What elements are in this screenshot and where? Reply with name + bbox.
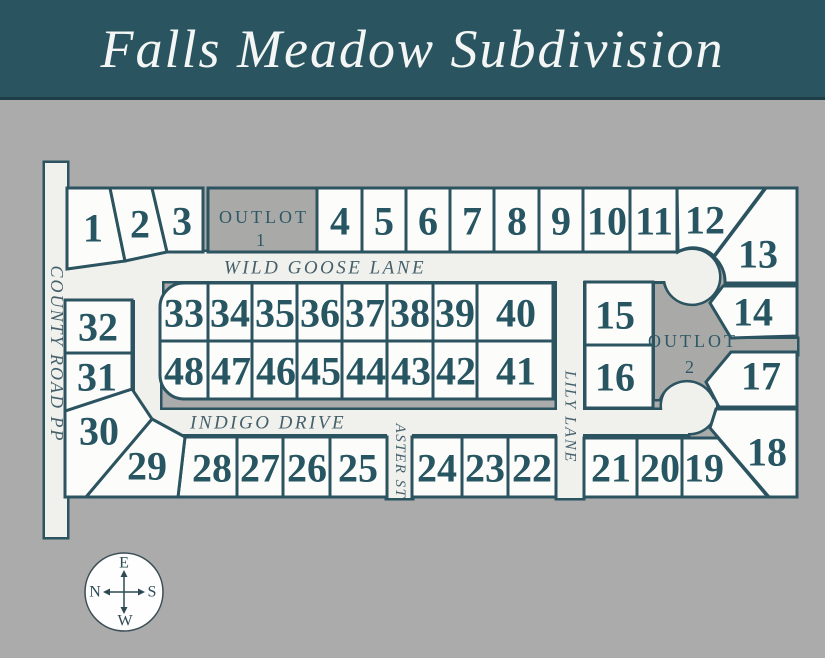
- lot-number: 1: [83, 205, 103, 251]
- outlot-2-number: 2: [685, 357, 697, 377]
- lot-number: 28: [192, 445, 232, 491]
- title-banner: [0, 0, 825, 100]
- lot-number: 15: [595, 292, 635, 338]
- lot-number: 38: [390, 290, 430, 336]
- lot-number: 32: [78, 304, 118, 350]
- lot-number: 27: [240, 445, 280, 491]
- lot-number: 3: [172, 198, 192, 244]
- compass-letter-bottom: W: [117, 612, 133, 630]
- lot-number: 16: [595, 354, 635, 400]
- lot-number: 23: [465, 445, 505, 491]
- lot-number: 29: [127, 443, 167, 489]
- lot-number: 24: [417, 445, 457, 491]
- outlot-2-name: OUTLOT: [648, 331, 738, 351]
- compass-letter-left: N: [89, 583, 101, 601]
- lot-number: 9: [551, 198, 571, 244]
- street-label-wild-goose-lane: WILD GOOSE LANE: [223, 257, 427, 279]
- compass-letter-right: S: [147, 583, 157, 601]
- lot-number: 41: [496, 348, 536, 394]
- plat-map: [0, 100, 825, 658]
- lot-number: 19: [684, 445, 724, 491]
- lot-number: 5: [374, 198, 394, 244]
- lot-number: 31: [77, 354, 117, 400]
- lot-number: 8: [507, 198, 527, 244]
- compass-letter-top: E: [119, 554, 129, 572]
- lot-number: 22: [512, 445, 552, 491]
- lot-number: 13: [738, 231, 778, 277]
- lot-number: 17: [741, 353, 781, 399]
- lot-number: 47: [211, 348, 251, 394]
- lot-number: 48: [164, 348, 204, 394]
- lot-number: 34: [210, 290, 250, 336]
- lot-number: 46: [256, 348, 296, 394]
- lot-number: 25: [338, 445, 378, 491]
- lot-number: 2: [130, 201, 150, 247]
- lot-number: 30: [79, 408, 119, 454]
- lot-number: 43: [391, 348, 431, 394]
- street-label-aster-st: ASTER ST: [392, 423, 408, 499]
- lot-number: 36: [300, 290, 340, 336]
- lot-number: 20: [640, 445, 680, 491]
- lot-number: 14: [733, 289, 773, 335]
- lot-number: 39: [435, 290, 475, 336]
- lot-number: 7: [462, 198, 482, 244]
- street-label-lily-lane: LILY LANE: [561, 370, 579, 464]
- lot-number: 6: [418, 198, 438, 244]
- lot-number: 33: [164, 290, 204, 336]
- lot-number: 40: [496, 290, 536, 336]
- lot-number: 26: [287, 445, 327, 491]
- outlot-1-name: OUTLOT: [219, 207, 309, 227]
- lot-number: 18: [747, 429, 787, 475]
- lot-number: 4: [330, 198, 350, 244]
- lot-number: 42: [436, 348, 476, 394]
- lot-number: 11: [635, 198, 673, 244]
- street-label-indigo-drive: INDIGO DRIVE: [189, 412, 347, 434]
- lot-number: 35: [255, 290, 295, 336]
- lot-number: 45: [301, 348, 341, 394]
- lot-number: 10: [587, 198, 627, 244]
- lot-number: 37: [345, 290, 385, 336]
- page-title: Falls Meadow Subdivision: [100, 18, 725, 79]
- street-label-county-road-pp: COUNTY ROAD PP: [47, 265, 67, 443]
- lot-number: 12: [685, 197, 725, 243]
- outlot-1-number: 1: [256, 230, 268, 250]
- compass-rose-icon: [85, 553, 163, 631]
- lot-number: 21: [591, 445, 631, 491]
- lot-number: 44: [346, 348, 386, 394]
